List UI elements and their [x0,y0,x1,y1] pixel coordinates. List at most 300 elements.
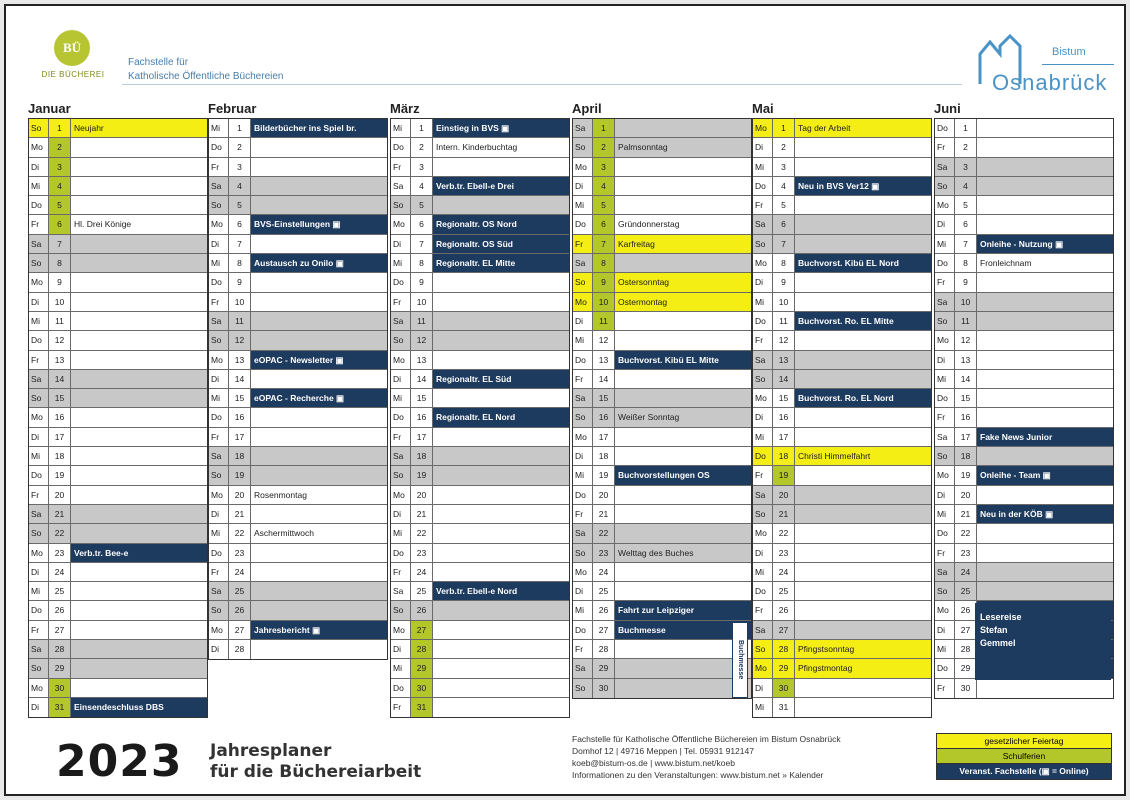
day-row[interactable] [209,235,387,254]
day-row[interactable] [391,466,569,485]
day-number-cell: 3 [955,158,977,176]
day-row[interactable] [209,428,387,447]
event-cell: Fahrt zur Leipziger [615,601,751,619]
day-row[interactable] [391,621,569,640]
weekday-cell: Fr [753,196,773,214]
event-cell [795,408,931,426]
event-cell [977,351,1113,369]
day-row[interactable] [573,215,751,234]
day-row[interactable] [29,563,207,582]
day-row[interactable] [935,505,1113,524]
day-row[interactable] [935,679,1113,698]
day-number-cell: 22 [955,524,977,542]
day-row[interactable] [935,389,1113,408]
day-row[interactable] [391,563,569,582]
event-cell [433,505,569,523]
day-row[interactable] [209,563,387,582]
event-cell [433,158,569,176]
month-days [572,118,752,699]
day-row[interactable] [935,563,1113,582]
event-cell: Verb.tr. Ebell-e Nord [433,582,569,600]
day-number-cell: 11 [229,312,251,330]
day-row[interactable] [29,408,207,427]
day-number-cell: 19 [49,466,71,484]
day-row[interactable] [209,158,387,177]
day-row[interactable] [209,621,387,640]
day-row[interactable] [573,524,751,543]
day-row[interactable] [391,119,569,138]
day-row[interactable] [29,679,207,698]
day-number-cell: 30 [955,679,977,698]
lesereise-event[interactable] [975,603,1111,680]
day-row[interactable] [29,447,207,466]
weekday-cell: Mi [573,196,593,214]
day-row[interactable] [935,138,1113,157]
day-row[interactable] [209,119,387,138]
planner-title-line-1: Jahresplaner [210,741,332,761]
event-cell [977,273,1113,291]
weekday-cell: Fr [209,293,229,311]
day-row[interactable] [753,544,931,563]
day-row[interactable] [573,331,751,350]
day-row[interactable] [29,312,207,331]
day-row[interactable] [29,331,207,350]
month-name: April [572,101,602,116]
day-row[interactable] [753,138,931,157]
day-number-cell: 23 [411,544,433,562]
event-cell [433,601,569,619]
day-row[interactable] [29,621,207,640]
day-row[interactable] [573,544,751,563]
day-row[interactable] [573,447,751,466]
day-row[interactable] [935,544,1113,563]
event-cell [71,621,207,639]
day-row[interactable] [209,254,387,273]
day-row[interactable] [209,601,387,620]
day-row[interactable] [391,235,569,254]
weekday-cell: Sa [573,659,593,677]
day-row[interactable] [753,679,931,698]
day-row[interactable] [935,177,1113,196]
day-row[interactable] [753,389,931,408]
day-row[interactable] [753,659,931,678]
event-cell: Onleihe - Nutzung ▣ [977,235,1113,253]
day-row[interactable] [29,524,207,543]
day-row[interactable] [209,582,387,601]
weekday-cell: Mo [573,158,593,176]
day-row[interactable] [935,351,1113,370]
day-row[interactable] [391,293,569,312]
day-row[interactable] [573,312,751,331]
day-row[interactable] [391,486,569,505]
day-number-cell: 12 [593,331,615,349]
day-row[interactable] [573,640,751,659]
day-row[interactable] [753,621,931,640]
day-row[interactable] [935,293,1113,312]
event-cell: Jahresbericht ▣ [251,621,387,639]
day-row[interactable] [753,273,931,292]
weekday-cell: So [391,466,411,484]
weekday-cell: Di [391,235,411,253]
day-row[interactable] [573,679,751,698]
event-cell [251,235,387,253]
day-number-cell: 27 [773,621,795,639]
event-cell [433,312,569,330]
day-row[interactable] [573,138,751,157]
day-row[interactable] [29,177,207,196]
weekday-cell: Mi [209,254,229,272]
day-row[interactable] [209,408,387,427]
event-cell [615,447,751,465]
day-row[interactable] [209,331,387,350]
day-row[interactable] [391,640,569,659]
day-row[interactable] [209,312,387,331]
day-row[interactable] [391,582,569,601]
event-cell [433,351,569,369]
day-number-cell: 11 [411,312,433,330]
day-row[interactable] [753,370,931,389]
weekday-cell: Sa [935,563,955,581]
day-row[interactable] [935,524,1113,543]
day-row[interactable] [29,370,207,389]
day-row[interactable] [29,196,207,215]
day-row[interactable] [753,351,931,370]
event-cell [251,601,387,619]
weekday-cell: Sa [391,582,411,600]
day-row[interactable] [753,408,931,427]
weekday-cell: Fr [935,408,955,426]
day-row[interactable] [29,138,207,157]
weekday-cell: So [935,447,955,465]
day-row[interactable] [753,601,931,620]
weekday-cell: So [391,331,411,349]
weekday-cell: Do [391,544,411,562]
day-number-cell: 11 [773,312,795,330]
day-row[interactable] [209,370,387,389]
weekday-cell: So [29,659,49,677]
day-row[interactable] [29,254,207,273]
day-row[interactable] [753,177,931,196]
day-row[interactable] [935,196,1113,215]
event-cell: Karfreitag [615,235,751,253]
day-row[interactable] [935,312,1113,331]
day-row[interactable] [209,293,387,312]
month-name: Februar [208,101,257,116]
day-row[interactable] [753,563,931,582]
day-number-cell: 18 [411,447,433,465]
day-row[interactable] [935,273,1113,292]
weekday-cell: Mi [753,563,773,581]
day-number-cell: 14 [593,370,615,388]
day-row[interactable] [753,640,931,659]
event-cell [71,408,207,426]
day-row[interactable] [573,601,751,620]
day-row[interactable] [573,370,751,389]
day-row[interactable] [391,370,569,389]
event-cell: Buchvorst. Ro. EL Nord [795,389,931,407]
event-cell [615,428,751,446]
day-row[interactable] [573,505,751,524]
day-row[interactable] [29,601,207,620]
day-row[interactable] [753,428,931,447]
buecherei-logo-icon: BÜ [54,30,90,66]
day-row[interactable] [753,312,931,331]
day-row[interactable] [573,389,751,408]
weekday-cell: Mo [391,486,411,504]
day-row[interactable] [391,158,569,177]
day-row[interactable] [935,370,1113,389]
day-row[interactable] [573,428,751,447]
event-cell [251,273,387,291]
day-row[interactable] [209,447,387,466]
day-row[interactable] [209,215,387,234]
day-row[interactable] [391,215,569,234]
event-cell [795,563,931,581]
day-number-cell: 9 [49,273,71,291]
day-number-cell: 7 [229,235,251,253]
day-row[interactable] [573,254,751,273]
day-row[interactable] [29,273,207,292]
weekday-cell: Mo [573,563,593,581]
day-row[interactable] [935,235,1113,254]
day-number-cell: 28 [229,640,251,659]
day-row[interactable] [391,351,569,370]
day-row[interactable] [753,235,931,254]
weekday-cell: Fr [753,331,773,349]
day-number-cell: 10 [411,293,433,311]
weekday-cell: Fr [209,563,229,581]
event-cell [251,505,387,523]
weekday-cell: Mi [935,640,955,658]
weekday-cell: Do [29,331,49,349]
day-row[interactable] [29,351,207,370]
day-row[interactable] [391,273,569,292]
day-number-cell: 16 [49,408,71,426]
day-row[interactable] [391,428,569,447]
weekday-cell: Mi [209,389,229,407]
day-row[interactable] [753,486,931,505]
weekday-cell: Do [391,408,411,426]
day-row[interactable] [29,640,207,659]
day-row[interactable] [209,196,387,215]
day-row[interactable] [935,215,1113,234]
day-row[interactable] [573,466,751,485]
event-cell: Bilderbücher ins Spiel br. [251,119,387,137]
day-row[interactable] [753,505,931,524]
day-row[interactable] [935,254,1113,273]
day-row[interactable] [935,408,1113,427]
day-number-cell: 14 [955,370,977,388]
weekday-cell: Do [209,544,229,562]
day-row[interactable] [753,293,931,312]
event-cell: Buchvorst. Kibü EL Mitte [615,351,751,369]
day-row[interactable] [29,215,207,234]
day-row[interactable] [573,351,751,370]
event-cell [433,621,569,639]
day-row[interactable] [753,466,931,485]
weekday-cell: Sa [573,119,593,137]
day-row[interactable] [753,447,931,466]
day-row[interactable] [391,447,569,466]
weekday-cell: Mo [29,544,49,562]
day-row[interactable] [573,408,751,427]
day-row[interactable] [391,524,569,543]
day-row[interactable] [753,698,931,717]
weekday-cell: Mi [391,659,411,677]
day-row[interactable] [573,659,751,678]
contact-line-1: Fachstelle für Katholische Öffentliche Büchereien im Bistum Osnabrück [572,734,841,744]
day-row[interactable] [753,119,931,138]
day-row[interactable] [29,544,207,563]
day-row[interactable] [29,505,207,524]
day-row[interactable] [391,196,569,215]
weekday-cell: Sa [29,505,49,523]
day-row[interactable] [29,659,207,678]
weekday-cell: So [391,196,411,214]
day-row[interactable] [29,158,207,177]
day-row[interactable] [209,177,387,196]
day-row[interactable] [209,466,387,485]
day-row[interactable] [753,215,931,234]
day-number-cell: 29 [593,659,615,677]
day-row[interactable] [935,119,1113,138]
day-number-cell: 6 [593,215,615,233]
day-number-cell: 16 [229,408,251,426]
day-row[interactable] [29,389,207,408]
day-row[interactable] [391,659,569,678]
day-row[interactable] [391,312,569,331]
day-row[interactable] [753,331,931,350]
event-cell: Buchmesse [615,621,751,639]
day-number-cell: 24 [229,563,251,581]
day-row[interactable] [209,640,387,659]
day-row[interactable] [935,447,1113,466]
day-row[interactable] [209,524,387,543]
weekday-cell: Fr [753,601,773,619]
day-row[interactable] [209,486,387,505]
day-number-cell: 22 [411,524,433,542]
day-row[interactable] [573,486,751,505]
weekday-cell: So [573,138,593,156]
day-row[interactable] [29,119,207,138]
event-cell [71,370,207,388]
day-row[interactable] [29,582,207,601]
day-row[interactable] [391,389,569,408]
day-row[interactable] [935,466,1113,485]
day-number-cell: 3 [593,158,615,176]
event-cell [615,640,751,658]
day-row[interactable] [935,158,1113,177]
day-row[interactable] [391,679,569,698]
day-row[interactable] [935,331,1113,350]
day-row[interactable] [753,158,931,177]
event-cell: Welttag des Buches [615,544,751,562]
day-row[interactable] [573,563,751,582]
event-cell [251,466,387,484]
day-number-cell: 15 [773,389,795,407]
day-row[interactable] [753,582,931,601]
day-number-cell: 24 [593,563,615,581]
day-row[interactable] [573,158,751,177]
day-row[interactable] [209,505,387,524]
day-row[interactable] [573,196,751,215]
day-number-cell: 12 [411,331,433,349]
weekday-cell: Do [935,254,955,272]
month-name: Januar [28,101,71,116]
day-row[interactable] [29,486,207,505]
day-row[interactable] [573,293,751,312]
day-row[interactable] [391,505,569,524]
day-row[interactable] [573,235,751,254]
day-row[interactable] [209,138,387,157]
day-number-cell: 16 [411,408,433,426]
day-row[interactable] [209,351,387,370]
day-number-cell: 3 [411,158,433,176]
day-number-cell: 25 [593,582,615,600]
day-row[interactable] [209,273,387,292]
day-row[interactable] [935,428,1113,447]
day-row[interactable] [29,235,207,254]
day-row[interactable] [935,582,1113,601]
day-number-cell: 2 [955,138,977,156]
day-number-cell: 7 [773,235,795,253]
day-number-cell: 23 [49,544,71,562]
day-row[interactable] [29,698,207,717]
event-cell [71,293,207,311]
day-row[interactable] [573,582,751,601]
weekday-cell: Sa [753,215,773,233]
day-row[interactable] [573,273,751,292]
day-row[interactable] [391,544,569,563]
weekday-cell: Mi [29,582,49,600]
day-row[interactable] [753,524,931,543]
day-row[interactable] [29,293,207,312]
weekday-cell: Fr [29,621,49,639]
day-number-cell: 21 [49,505,71,523]
day-number-cell: 25 [229,582,251,600]
weekday-cell: Di [753,273,773,291]
weekday-cell: Mo [209,621,229,639]
day-number-cell: 11 [49,312,71,330]
day-row[interactable] [29,466,207,485]
weekday-cell: Do [391,138,411,156]
day-number-cell: 8 [49,254,71,272]
day-row[interactable] [391,331,569,350]
day-row[interactable] [573,119,751,138]
weekday-cell: Mi [573,601,593,619]
weekday-cell: Mo [209,486,229,504]
day-row[interactable] [573,177,751,196]
day-number-cell: 14 [773,370,795,388]
day-row[interactable] [391,408,569,427]
event-cell: Neu in BVS Ver12 ▣ [795,177,931,195]
day-row[interactable] [391,601,569,620]
weekday-cell: Mi [391,254,411,272]
day-row[interactable] [209,389,387,408]
day-row[interactable] [391,177,569,196]
day-row[interactable] [391,698,569,717]
day-row[interactable] [29,428,207,447]
day-row[interactable] [391,138,569,157]
day-row[interactable] [391,254,569,273]
day-row[interactable] [573,621,751,640]
day-row[interactable] [209,544,387,563]
day-row[interactable] [935,486,1113,505]
weekday-cell: Do [29,601,49,619]
day-row[interactable] [753,196,931,215]
day-row[interactable] [753,254,931,273]
day-number-cell: 28 [955,640,977,658]
